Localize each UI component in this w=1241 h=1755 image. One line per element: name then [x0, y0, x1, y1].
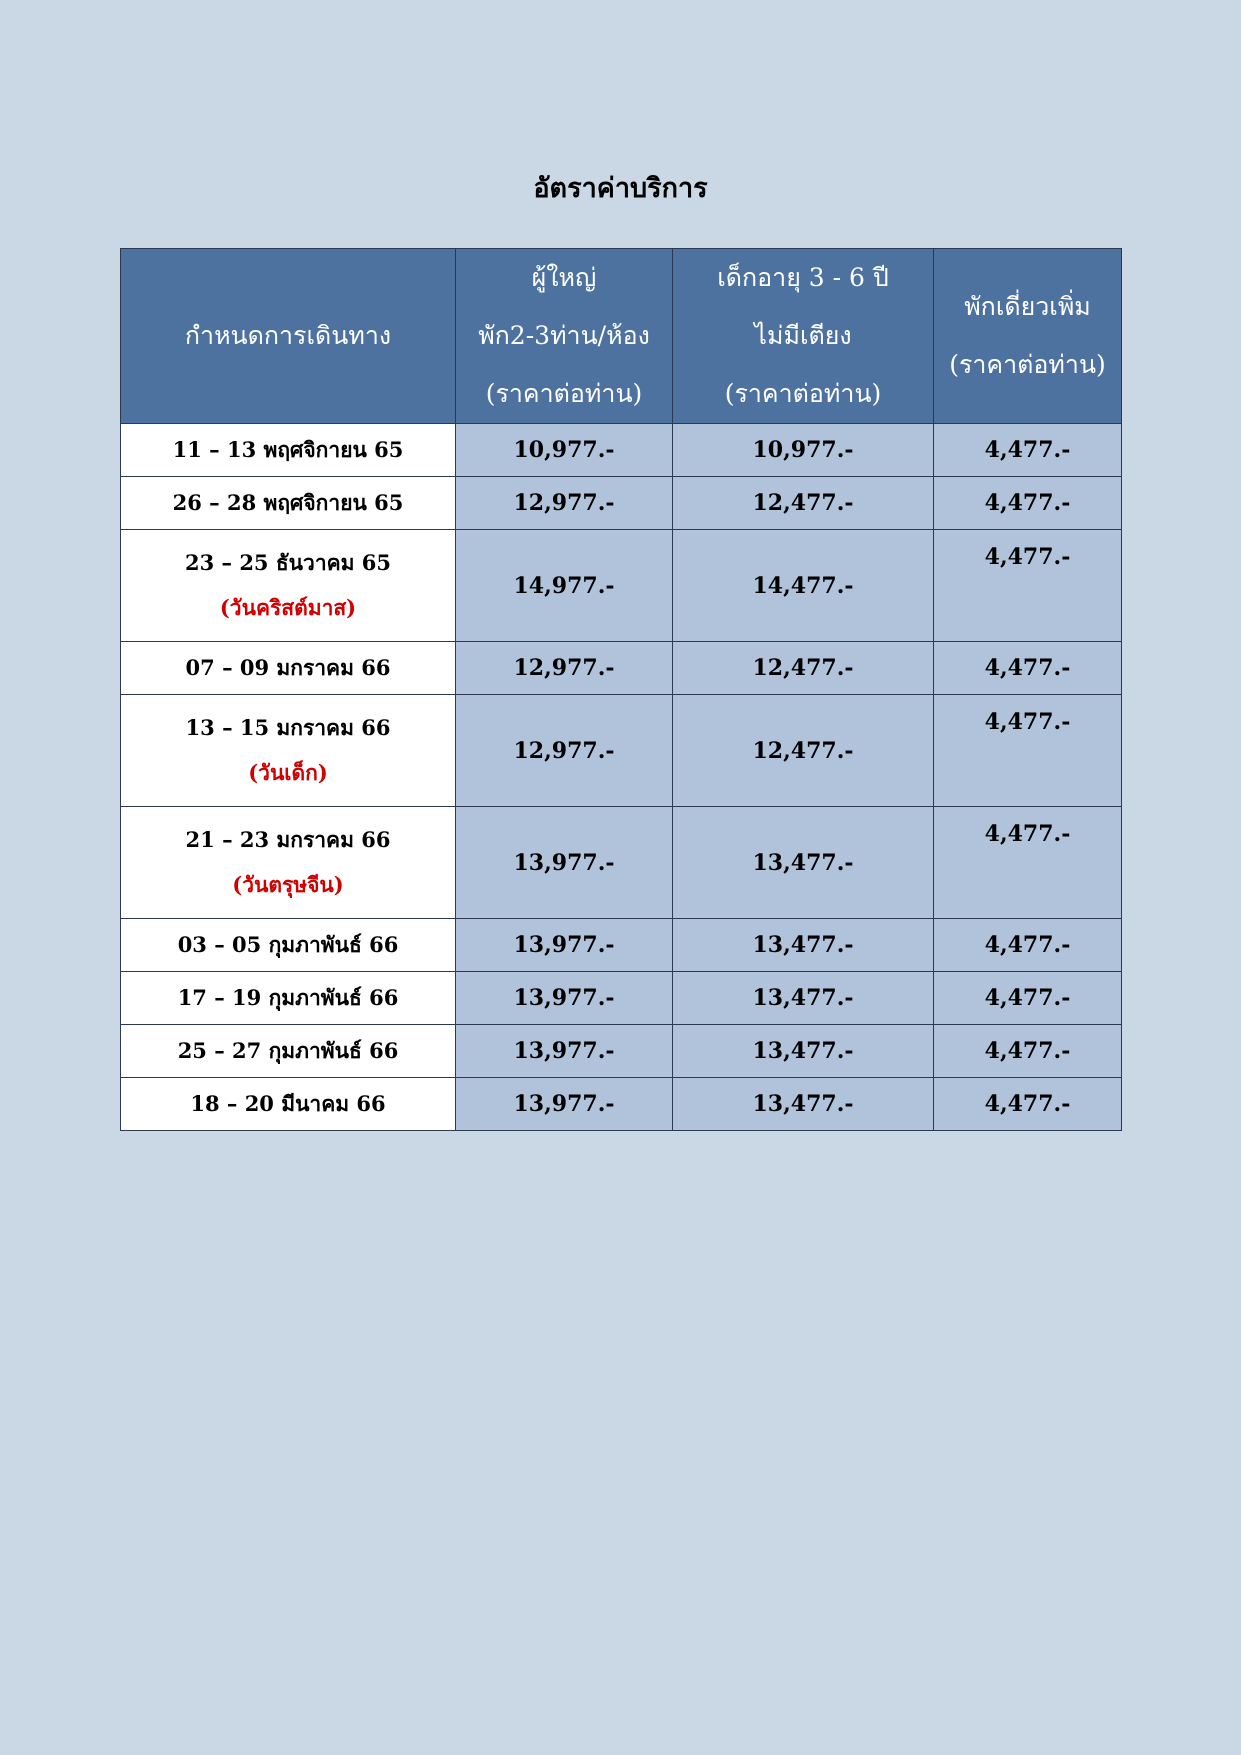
adult-price-cell: 13,977.-	[456, 919, 673, 972]
header-line: เด็กอายุ 3 - 6 ปี	[717, 263, 889, 292]
child-price-cell: 10,977.-	[673, 424, 934, 477]
single-supplement-cell: 4,477.-	[934, 424, 1122, 477]
travel-date: 17 – 19 กุมภาพันธ์ 66	[177, 984, 399, 1010]
travel-date-cell	[121, 477, 456, 530]
travel-date-cell	[121, 807, 456, 919]
child-price-cell: 14,477.-	[673, 530, 934, 642]
travel-date-cell	[121, 1025, 456, 1078]
single-supplement-cell: 4,477.-	[934, 1078, 1122, 1131]
header-adult-price	[456, 249, 673, 424]
travel-date: 07 – 09 มกราคม 66	[185, 654, 391, 680]
header-line: พักเดี่ยวเพิ่ม	[964, 292, 1091, 321]
child-price-cell: 13,477.-	[673, 807, 934, 919]
adult-price-cell: 13,977.-	[456, 1025, 673, 1078]
page-title: อัตราค่าบริการ	[533, 173, 708, 204]
holiday-note: (วันคริสต์มาส)	[219, 594, 357, 620]
child-price-cell: 12,477.-	[673, 642, 934, 695]
child-price-cell: 12,477.-	[673, 477, 934, 530]
travel-date-cell	[121, 1078, 456, 1131]
header-line: (ราคาต่อท่าน)	[949, 350, 1106, 379]
travel-date-cell	[121, 530, 456, 642]
table-row	[121, 530, 1122, 642]
single-supplement-cell: 4,477.-	[934, 1025, 1122, 1078]
table-row	[121, 919, 1122, 972]
rate-table	[120, 248, 1122, 1131]
travel-date: 11 – 13 พฤศจิกายน 65	[172, 436, 404, 462]
table-row	[121, 642, 1122, 695]
adult-price-cell: 10,977.-	[456, 424, 673, 477]
adult-price-cell: 13,977.-	[456, 1078, 673, 1131]
single-supplement-cell: 4,477.-	[934, 695, 1122, 807]
header-line: พัก2-3ท่าน/ห้อง	[478, 321, 650, 350]
child-price-cell: 12,477.-	[673, 695, 934, 807]
header-line: ไม่มีเตียง	[754, 321, 852, 350]
single-supplement-cell: 4,477.-	[934, 530, 1122, 642]
header-line: (ราคาต่อท่าน)	[724, 379, 882, 408]
single-supplement-cell: 4,477.-	[934, 642, 1122, 695]
single-supplement-cell: 4,477.-	[934, 477, 1122, 530]
travel-date-cell	[121, 424, 456, 477]
header-line: กำหนดการเดินทาง	[184, 321, 392, 350]
single-supplement-cell: 4,477.-	[934, 919, 1122, 972]
adult-price-cell: 14,977.-	[456, 530, 673, 642]
travel-date: 13 – 15 มกราคม 66	[185, 714, 391, 740]
adult-price-cell: 12,977.-	[456, 477, 673, 530]
travel-date: 21 – 23 มกราคม 66	[185, 826, 391, 852]
child-price-cell: 13,477.-	[673, 1025, 934, 1078]
adult-price-cell: 13,977.-	[456, 972, 673, 1025]
adult-price-cell: 12,977.-	[456, 695, 673, 807]
single-supplement-cell: 4,477.-	[934, 972, 1122, 1025]
table-row	[121, 1025, 1122, 1078]
travel-date: 26 – 28 พฤศจิกายน 65	[172, 489, 404, 515]
adult-price-cell: 13,977.-	[456, 807, 673, 919]
travel-date: 25 – 27 กุมภาพันธ์ 66	[177, 1037, 399, 1063]
adult-price-cell: 12,977.-	[456, 642, 673, 695]
table-row	[121, 1078, 1122, 1131]
table-row	[121, 424, 1122, 477]
table-row	[121, 972, 1122, 1025]
child-price-cell: 13,477.-	[673, 1078, 934, 1131]
header-child-price	[673, 249, 934, 424]
header-travel-date	[121, 249, 456, 424]
travel-date-cell	[121, 695, 456, 807]
header-single-supplement	[934, 249, 1122, 424]
travel-date-cell	[121, 919, 456, 972]
travel-date: 23 – 25 ธันวาคม 65	[184, 549, 392, 575]
travel-date: 03 – 05 กุมภาพันธ์ 66	[177, 931, 399, 957]
travel-date-cell	[121, 642, 456, 695]
child-price-cell: 13,477.-	[673, 972, 934, 1025]
child-price-cell: 13,477.-	[673, 919, 934, 972]
header-line: ผู้ใหญ่	[531, 263, 597, 292]
travel-date-cell	[121, 972, 456, 1025]
table-row	[121, 477, 1122, 530]
table-header-row	[121, 249, 1122, 424]
table-row	[121, 807, 1122, 919]
holiday-note: (วันเด็ก)	[248, 759, 328, 785]
header-line: (ราคาต่อท่าน)	[485, 379, 643, 408]
travel-date: 18 – 20 มีนาคม 66	[190, 1090, 386, 1116]
rate-table-body	[121, 424, 1122, 1131]
holiday-note: (วันตรุษจีน)	[232, 871, 344, 897]
table-row	[121, 695, 1122, 807]
single-supplement-cell: 4,477.-	[934, 807, 1122, 919]
